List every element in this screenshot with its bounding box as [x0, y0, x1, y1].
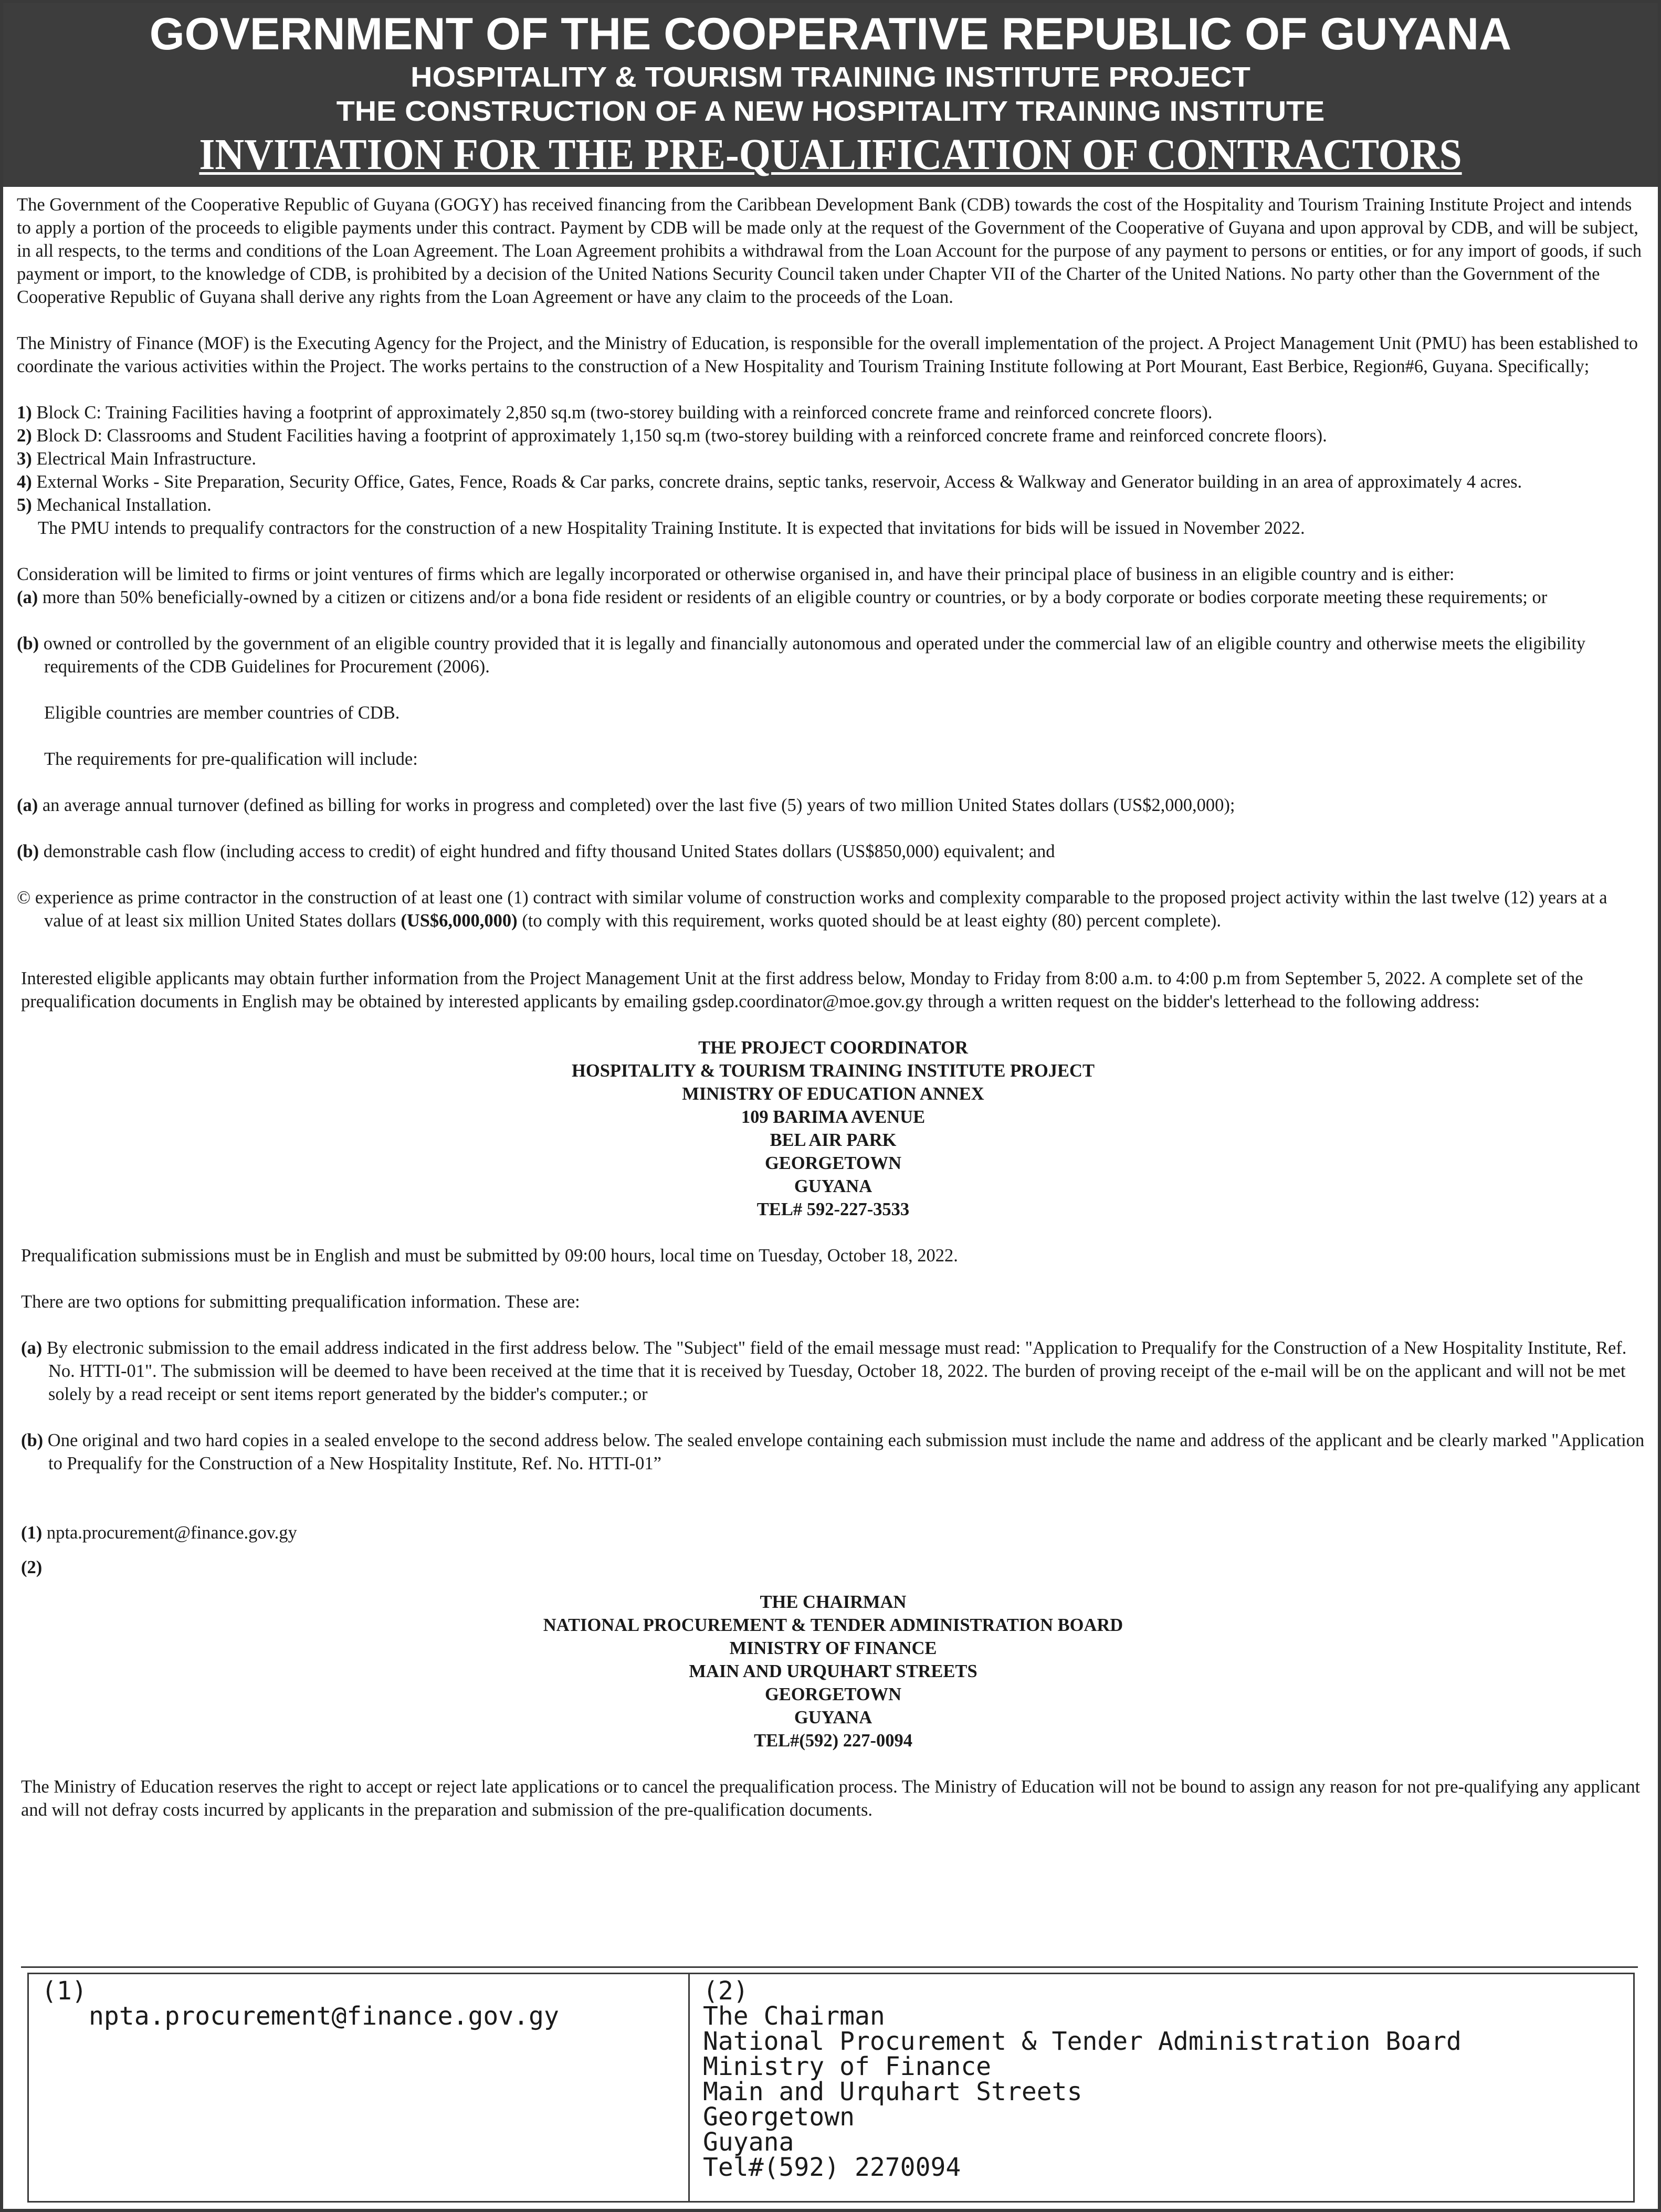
invitation-title: INVITATION FOR THE PRE-QUALIFICATION OF CONTRACTORS [199, 130, 1462, 179]
closing-paragraph: The Ministry of Education reserves the right to accept or reject late applications or to cancel the prequalification process. The Ministry of Education will not be bound to assign any reason for not pre-qualifying any applicant and will not defray costs incurred by applicants in the preparation and submission of the pre-qualification documents. [21, 1777, 1641, 1820]
works-text: Block D: Classrooms and Student Facilities having a footprint of approximately 1,150 sq.m (two-storey building with a reinforced concrete frame and reinforced concrete floors). [31, 426, 1327, 446]
intro-paragraph-1: The Government of the Cooperative Republic of Guyana (GOGY) has received financing from the Caribbean Development Bank (CDB) towards the cost of the Hospitality and Tourism Training Institute Project and intends to apply a portion of the proceeds to eligible payments under this contract. Payment by CDB will be made only at the request of the Government of the Cooperative of Guyana and upon approval by CDB, and will be subject, in all respects, to the terms and conditions of the Loan Agreement. The Loan Agreement prohibits a withdrawal from the Loan Account for the purpose of any payment to persons or entities, or for any import of goods, if such payment or import, to the knowledge of CDB, is prohibited by a decision of the United Nations Security Council taken under Chapter VII of the Charter of the United Nations. No party other than the Government of the Cooperative Republic of Guyana shall derive any rights from the Loan Agreement or have any claim to the proceeds of the Loan. [17, 195, 1642, 307]
option-b [17, 1429, 1649, 1475]
address-line: THE PROJECT COORDINATOR [698, 1038, 968, 1058]
works-item-4 [17, 470, 1649, 493]
requirement-c [17, 886, 1649, 932]
project-coordinator-address [17, 1036, 1649, 1221]
eligibility-b [17, 632, 1649, 678]
address-line: MAIN AND URQUHART STREETS [689, 1661, 977, 1681]
requirement-text: an average annual turnover (defined as billing for works in progress and completed) over the last five (5) years of two million United States dollars (US$2,000,000); [38, 795, 1235, 815]
tender-board-address [17, 1590, 1649, 1752]
submission-label: (2) [21, 1557, 43, 1577]
box-right-column [703, 1978, 1627, 2180]
requirement-label: (b) [17, 841, 39, 861]
submission-email: npta.procurement@finance.gov.gy [42, 1523, 297, 1543]
box-email: npta.procurement@finance.gov.gy [89, 2002, 559, 2031]
works-item-5 [17, 493, 1649, 517]
works-text: Mechanical Installation. [31, 495, 212, 515]
requirements-intro: The requirements for pre-qualification will include: [44, 749, 418, 769]
eligibility-label: (b) [17, 634, 39, 654]
works-text: Electrical Main Infrastructure. [31, 449, 256, 469]
intro-paragraph-2: The Ministry of Finance (MOF) is the Executing Agency for the Project, and the Ministry of Education, is responsible for the overall implementation of the project. A Project Management Unit (PMU) has been established to coordinate the various activities within the Project. The works pertains to the construction of a New Hospitality and Tourism Training Institute following at Port Mourant, East Berbice, Region#6, Guyana. Specifically; [17, 333, 1638, 376]
address-line: GEORGETOWN [764, 1684, 902, 1704]
requirement-label: © [17, 888, 31, 908]
requirement-b [17, 840, 1649, 863]
requirement-a [17, 794, 1649, 817]
requirement-text: demonstrable cash flow (including access to credit) of eight hundred and fifty thousand United States dollars (US$850,000) equivalent; and [39, 841, 1055, 861]
works-text: External Works - Site Preparation, Security Office, Gates, Fence, Roads & Car parks, concrete drains, septic tanks, reservoir, Access & Walkway and Generator building in an area of approximately 4 acres. [31, 472, 1522, 492]
notice-body [17, 193, 1649, 1821]
address-line: TEL# 592-227-3533 [756, 1199, 910, 1219]
option-text: One original and two hard copies in a sealed envelope to the second address below. The sealed envelope containing each submission must include the name and address of the applicant and be clearly marked "Application to Prequalify for the Construction of a New Hospitality Institute, Ref. No. HTTI-01” [43, 1430, 1645, 1473]
government-heading: GOVERNMENT OF THE COOPERATIVE REPUBLIC OF GUYANA [149, 9, 1512, 59]
works-num: 3) [17, 449, 32, 469]
box-address-line: Georgetown [703, 2102, 855, 2132]
consideration-paragraph: Consideration will be limited to firms or joint ventures of firms which are legally incorporated or otherwise organised in, and have their principal place of business in an eligible country and is either: [17, 564, 1455, 584]
construction-heading: THE CONSTRUCTION OF A NEW HOSPITALITY TRAINING INSTITUTE [336, 96, 1325, 127]
address-line: HOSPITALITY & TOURISM TRAINING INSTITUTE PROJECT [572, 1061, 1095, 1081]
eligible-countries: Eligible countries are member countries of CDB. [44, 703, 400, 723]
requirement-text-end: (to comply with this requirement, works quoted should be at least eighty (80) percent complete). [517, 911, 1222, 931]
pmu-intent: The PMU intends to prequalify contractors for the construction of a new Hospitality Training Institute. It is expected that invitations for bids will be issued in November 2022. [38, 518, 1305, 538]
address-line: 109 BARIMA AVENUE [741, 1107, 926, 1127]
requirement-label: (a) [17, 795, 38, 815]
submission-address-2 [17, 1556, 1649, 1579]
submission-label: (1) [21, 1523, 43, 1543]
address-line: NATIONAL PROCUREMENT & TENDER ADMINISTRATION BOARD [543, 1615, 1123, 1635]
address-line: MINISTRY OF EDUCATION ANNEX [682, 1084, 984, 1104]
options-intro: There are two options for submitting prequalification information. These are: [21, 1292, 580, 1312]
eligibility-text: owned or controlled by the government of an eligible country provided that it is legally and financially autonomous and operated under the commercial law of an eligible country and otherwise meets the eligibility requirements of the CDB Guidelines for Procurement (2006). [39, 634, 1586, 677]
box-address-line: Guyana [703, 2127, 794, 2157]
requirement-text: experience as prime contractor in the construction of at least one (1) contract with similar volume of construction works and complexity comparable to the proposed project activity within the last twelve (12) years at a value of at least six million United States dollars [30, 888, 1607, 931]
deadline-paragraph: Prequalification submissions must be in English and must be submitted by 09:00 hours, local time on Tuesday, October 18, 2022. [21, 1246, 958, 1266]
works-item-1 [17, 401, 1649, 424]
box-address-line: The Chairman [703, 2002, 885, 2031]
works-num: 1) [17, 403, 32, 423]
box-left-column [41, 1978, 682, 2029]
address-box [27, 1973, 1635, 2203]
requirement-amount: (US$6,000,000) [401, 911, 518, 931]
works-num: 4) [17, 472, 32, 492]
option-text: By electronic submission to the email address indicated in the first address below. The "Subject" field of the email message must read: "Application to Prequalify for the Construction of a New Hospitality Institute, Ref. No. HTTI-01". The submission will be deemed to have been received at the time that it is received by Tuesday, October 18, 2022. The burden of proving receipt of the e-mail will be on the applicant and will not be met solely by a read receipt or sent items report generated by the bidder's computer.; or [42, 1338, 1627, 1404]
address-line: BEL AIR PARK [770, 1130, 897, 1150]
option-label: (b) [21, 1430, 44, 1450]
box-top-rule [21, 1966, 1638, 1968]
submission-address-1 [17, 1521, 1649, 1544]
box-address-line: Tel#(592) 2270094 [703, 2153, 961, 2182]
address-line: MINISTRY OF FINANCE [729, 1638, 937, 1658]
address-line: THE CHAIRMAN [760, 1592, 907, 1612]
address-line: GUYANA [794, 1708, 872, 1728]
box-left-label: (1) [41, 1976, 87, 2006]
address-line: GEORGETOWN [764, 1153, 902, 1173]
box-right-label: (2) [703, 1976, 749, 2006]
info-paragraph: Interested eligible applicants may obtain further information from the Project Management Unit at the first address below, Monday to Friday from 8:00 a.m. to 4:00 p.m from September 5, 2022. A complete set of the prequalification documents in English may be obtained by interested applicants by emailing gsdep.coordinator@moe.gov.gy through a written request on the bidder's letterhead to the following address: [21, 968, 1583, 1012]
eligibility-text: more than 50% beneficially-owned by a citizen or citizens and/or a bona fide resident or residents of an eligible country or countries, or by a body corporate or bodies corporate meeting these requirements; or [38, 587, 1548, 607]
works-text: Block C: Training Facilities having a footprint of approximately 2,850 sq.m (two-storey building with a reinforced concrete frame and reinforced concrete floors). [31, 403, 1213, 423]
eligibility-a [17, 586, 1649, 609]
option-label: (a) [21, 1338, 43, 1358]
address-line: GUYANA [794, 1176, 872, 1196]
works-item-2 [17, 424, 1649, 447]
address-line: TEL#(592) 227-0094 [754, 1731, 912, 1751]
box-address-line: Ministry of Finance [703, 2052, 992, 2081]
header-banner [3, 3, 1658, 187]
works-num: 2) [17, 426, 32, 446]
box-address-line: Main and Urquhart Streets [703, 2077, 1082, 2106]
option-a [17, 1336, 1649, 1406]
works-item-3 [17, 447, 1649, 470]
project-heading: HOSPITALITY & TOURISM TRAINING INSTITUTE PROJECT [411, 61, 1250, 93]
box-divider [688, 1974, 690, 2201]
eligibility-label: (a) [17, 587, 38, 607]
works-num: 5) [17, 495, 32, 515]
box-address-line: National Procurement & Tender Administration Board [703, 2027, 1462, 2056]
